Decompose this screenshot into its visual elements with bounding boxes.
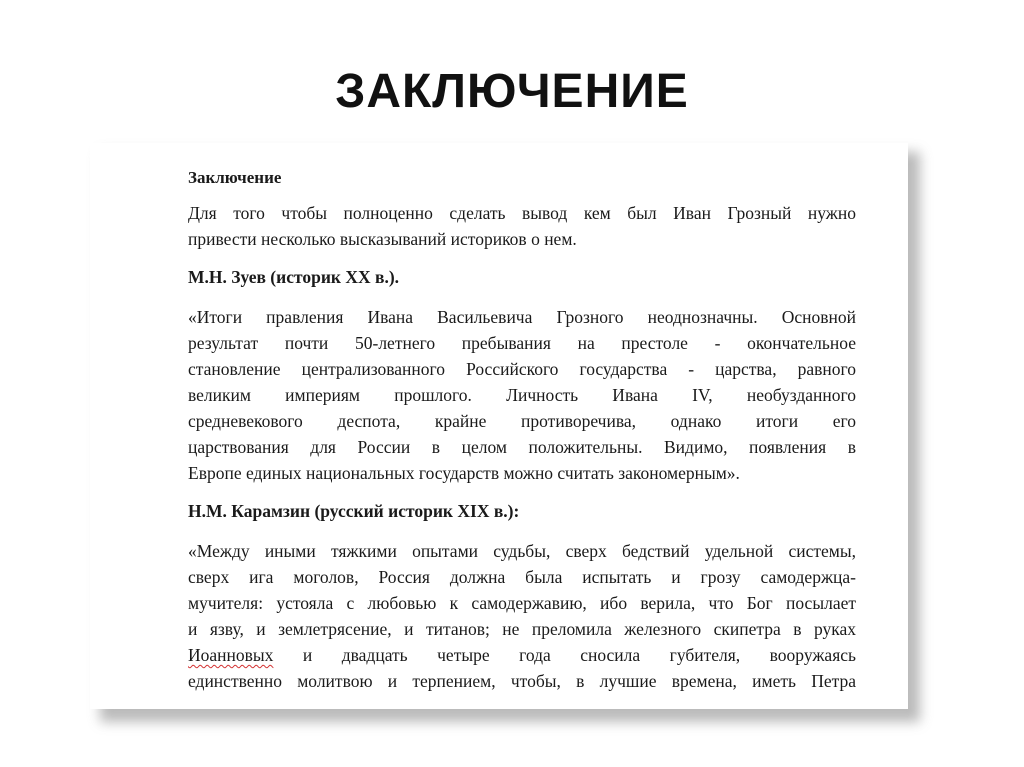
document-heading: Заключение <box>188 168 282 187</box>
paragraph-line: царствования для России в целом положительны. Видимо, появления в <box>188 437 856 457</box>
quote-karamzin <box>188 538 856 694</box>
paragraph-line <box>188 642 856 668</box>
paragraph-line: «Итоги правления Ивана Васильевича Грозного неоднозначны. Основной <box>188 307 856 327</box>
paragraph-line: и язву, и землетрясение, и титанов; не преломила железного скипетра в руках <box>188 619 856 639</box>
spellcheck-flagged-word: Иоанновых <box>188 645 274 665</box>
quote-zuev <box>188 304 856 486</box>
paragraph-line: великим империям прошлого. Личность Ивана IV, необузданного <box>188 385 856 405</box>
paragraph-line: Европе единых национальных государств можно считать закономерным». <box>188 463 740 483</box>
paragraph-line: результат почти 50-летнего пребывания на престоле - окончательное <box>188 333 856 353</box>
line-text: и двадцать четыре года сносила губителя, вооружаясь <box>273 645 856 665</box>
intro-paragraph <box>188 200 856 252</box>
slide-title: ЗАКЛЮЧЕНИЕ <box>335 65 689 118</box>
paragraph-line: сверх ига моголов, Россия должна была испытать и грозу самодержца- <box>188 567 856 587</box>
paragraph-line: единственно молитвою и терпением, чтобы, в лучшие времена, иметь Петра <box>188 671 856 691</box>
paragraph-line: средневекового деспота, крайне противоречива, однако итоги его <box>188 411 856 431</box>
author-heading-karamzin: Н.М. Карамзин (русский историк XIX в.): <box>188 501 520 521</box>
paragraph-line: Для того чтобы полноценно сделать вывод кем был Иван Грозный нужно <box>188 203 856 223</box>
document-body <box>188 165 856 706</box>
paragraph-line: становление централизованного Российского государства - царства, равного <box>188 359 856 379</box>
author-heading-zuev: М.Н. Зуев (историк XX в.). <box>188 267 400 287</box>
paragraph-line: мучителя: устояла с любовью к самодержавию, ибо верила, что Бог посылает <box>188 593 856 613</box>
paragraph-line: «Между иными тяжкими опытами судьбы, сверх бедствий удельной системы, <box>188 541 856 561</box>
paragraph-line: привести несколько высказываний историков о нем. <box>188 229 577 249</box>
document-image <box>90 143 908 709</box>
